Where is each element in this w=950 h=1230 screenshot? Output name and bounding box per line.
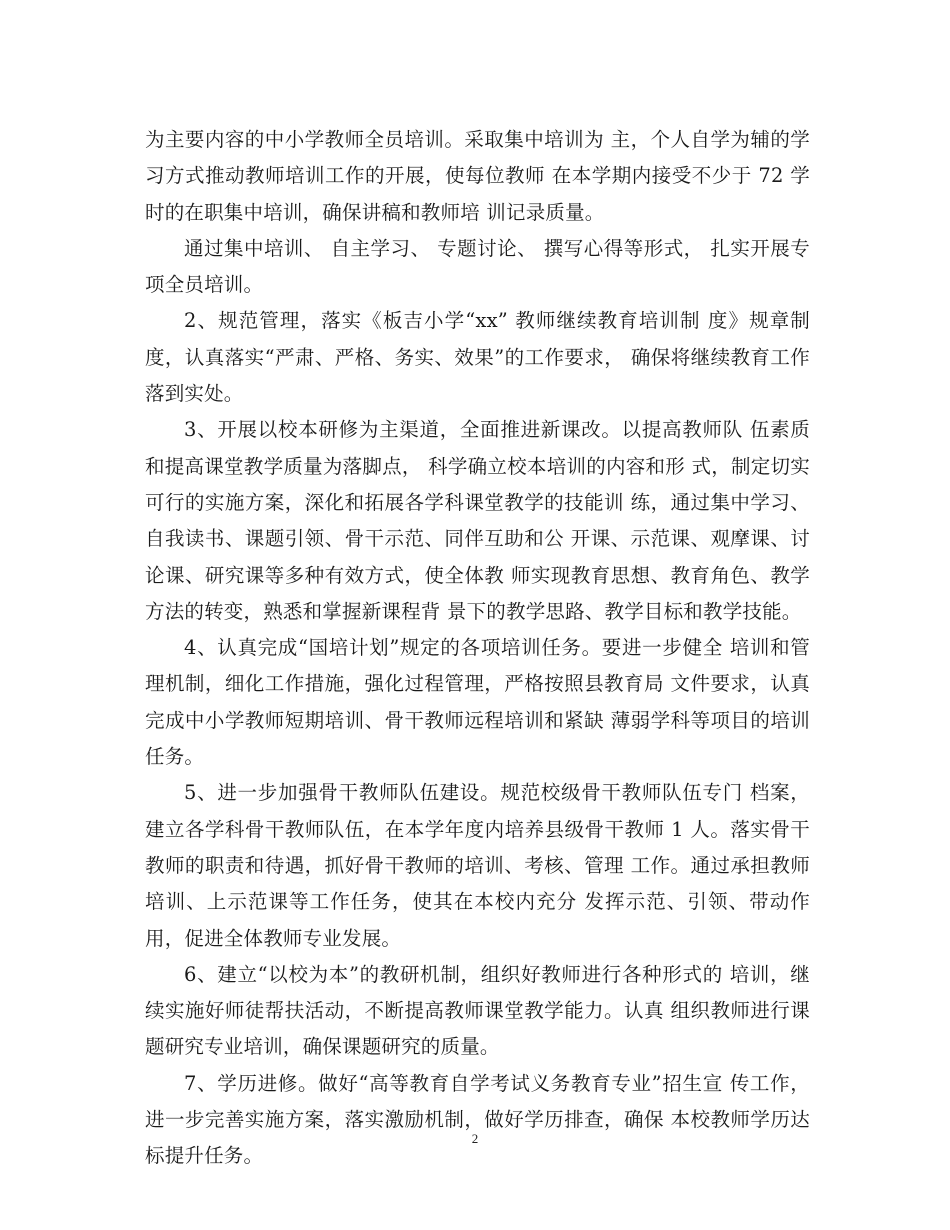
page-number: 2 bbox=[471, 1131, 479, 1146]
paragraph-item-3: 3、开展以校本研修为主渠道，全面推进新课改。以提高教师队 伍素质和提高课堂教学质量为落脚点， 科学确立校本培训的内容和形 式，制定切实可行的实施方案，深化和拓展各学科课堂教学的技能训 练，通过集中学习、自我读书、课题引领、骨干示范、同伴互助和公 开课、示范课、观摩课、讨论课、研究课等多种有效方式，使全体教 师实现教育思想、教育角色、教学方法的转变，熟悉和掌握新课程背 景下的教学思路、教学目标和教学技能。 bbox=[145, 418, 810, 623]
paragraph-item-5: 5、进一步加强骨干教师队伍建设。规范校级骨干教师队伍专门 档案，建立各学科骨干教师队伍，在本学年度内培养县级骨干教师 1 人。落实骨干教师的职责和待遇，抓好骨干教师的培训、考核、管理 工作。通过承担教师培训、上示范课等工作任务，使其在本校内充分 发挥示范、引领、带动作用，促进全体教师专业发展。 bbox=[145, 781, 810, 950]
paragraph-continuation: 为主要内容的中小学教师全员培训。采取集中培训为 主，个人自学为辅的学习方式推动教师培训工作的开展，使每位教师 在本学期内接受不少于 72 学时的在职集中培训，确保讲稿和教师培 训记录质量。 bbox=[145, 128, 810, 224]
document-body bbox=[145, 122, 810, 1175]
paragraph-training-forms: 通过集中培训、 自主学习、 专题讨论、 撰写心得等形式， 扎实开展专项全员培训。 bbox=[145, 236, 810, 297]
paragraph-item-2: 2、规范管理，落实《板吉小学“xx” 教师继续教育培训制 度》规章制度，认真落实“严肃、严格、务实、效果”的工作要求， 确保将继续教育工作落到实处。 bbox=[145, 309, 810, 406]
paragraph-item-4: 4、认真完成“国培计划”规定的各项培训任务。要进一步健全 培训和管理机制，细化工作措施，强化过程管理，严格按照县教育局 文件要求，认真完成中小学教师短期培训、骨干教师远程培训和紧缺 薄弱学科等项目的培训任务。 bbox=[145, 636, 810, 769]
paragraph-item-6: 6、建立“以校为本”的教研机制，组织好教师进行各种形式的 培训，继续实施好师徒帮扶活动，不断提高教师课堂教学能力。认真 组织教师进行课题研究专业培训，确保课题研究的质量。 bbox=[145, 962, 810, 1059]
paragraph-item-7: 7、学历进修。做好“高等教育自学考试义务教育专业”招生宣 传工作，进一步完善实施方案，落实激励机制，做好学历排查，确保 本校教师学历达标提升任务。 bbox=[145, 1071, 810, 1168]
